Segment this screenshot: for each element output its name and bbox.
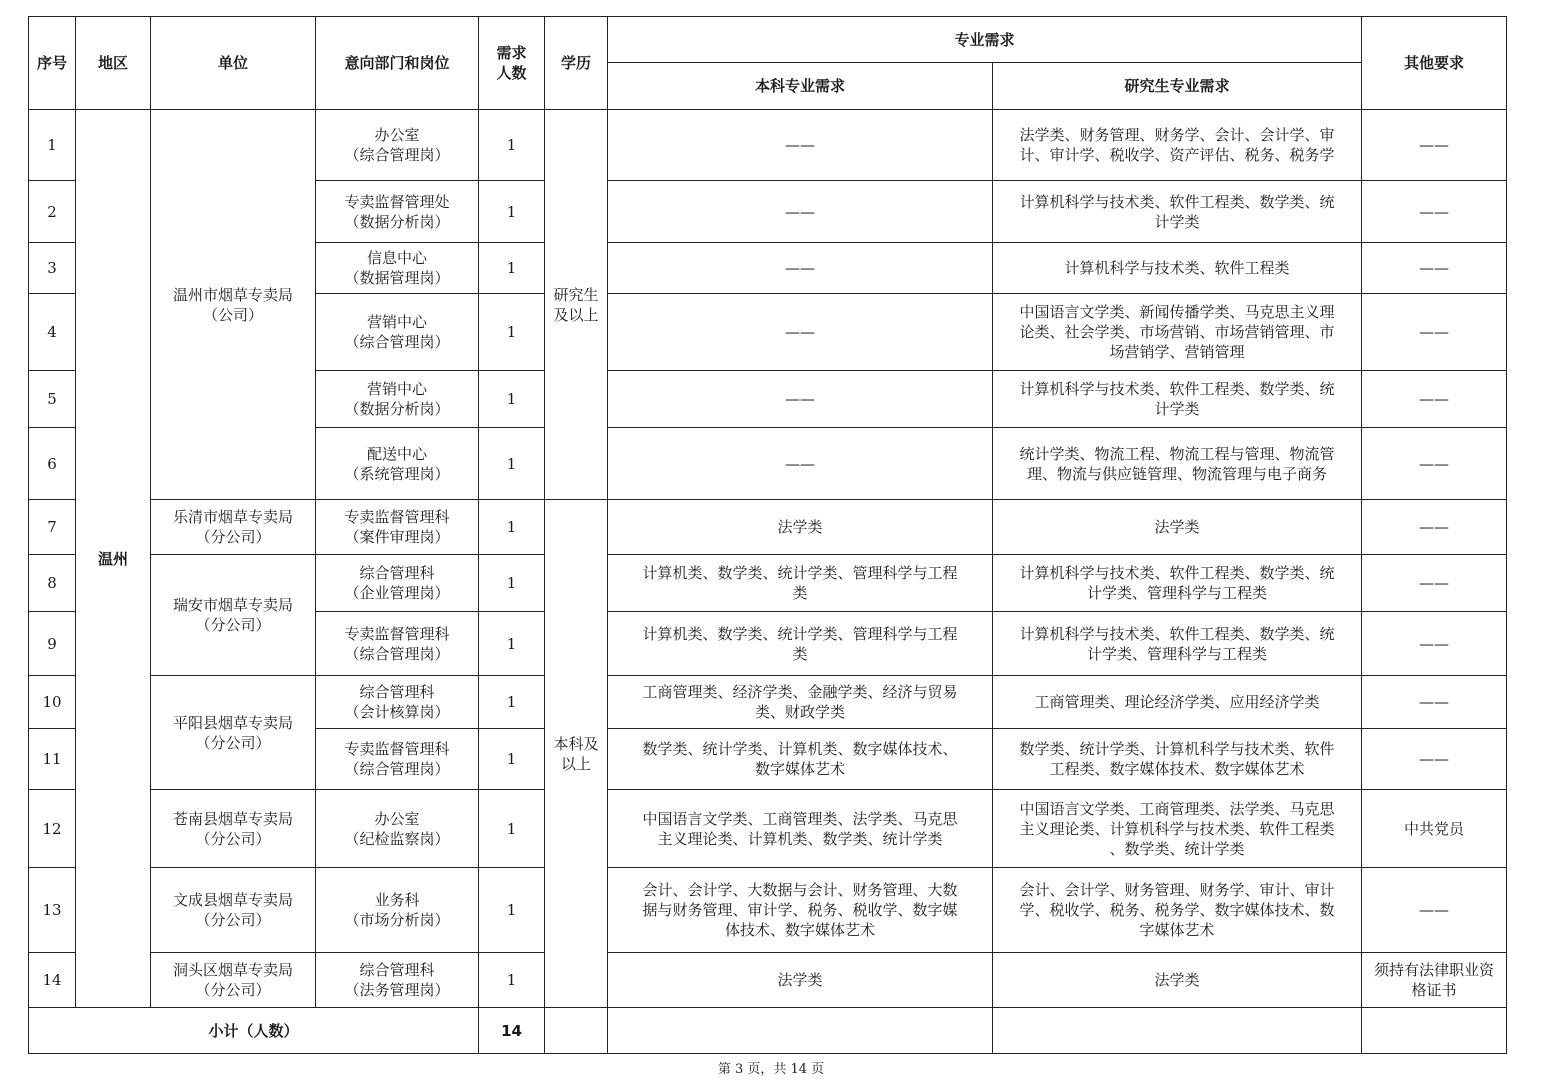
unit-cell: 乐清市烟草专卖局 （分公司） [151, 500, 316, 555]
grad-cell: 工商管理类、理论经济学类、应用经济学类 [993, 676, 1362, 729]
header-seq: 序号 [29, 17, 76, 110]
count-cell: 1 [479, 500, 545, 555]
undergrad-cell: —— [608, 371, 993, 428]
count-cell: 1 [479, 294, 545, 371]
other-cell: —— [1362, 243, 1507, 294]
dept-cell: 业务科 （市场分析岗） [316, 868, 479, 953]
other-cell: —— [1362, 294, 1507, 371]
seq-cell: 3 [29, 243, 76, 294]
count-cell: 1 [479, 181, 545, 243]
other-cell: —— [1362, 676, 1507, 729]
table-row [29, 868, 1507, 953]
undergrad-cell: 计算机类、数学类、统计学类、管理科学与工程 类 [608, 612, 993, 676]
undergrad-cell: 计算机类、数学类、统计学类、管理科学与工程 类 [608, 555, 993, 612]
edu-cell: 本科及 以上 [545, 500, 608, 1008]
grad-cell: 会计、会计学、财务管理、财务学、审计、审计 学、税收学、税务、税务学、数字媒体技术、数 字媒体艺术 [993, 868, 1362, 953]
count-cell: 1 [479, 243, 545, 294]
dept-cell: 专卖监督管理科 （综合管理岗） [316, 729, 479, 790]
other-cell: —— [1362, 110, 1507, 181]
undergrad-cell: —— [608, 110, 993, 181]
dept-cell: 专卖监督管理科 （综合管理岗） [316, 612, 479, 676]
other-cell: —— [1362, 500, 1507, 555]
other-cell: —— [1362, 612, 1507, 676]
other-cell: —— [1362, 181, 1507, 243]
unit-cell: 文成县烟草专卖局 （分公司） [151, 868, 316, 953]
dept-cell: 配送中心 （系统管理岗） [316, 428, 479, 500]
grad-cell: 计算机科学与技术类、软件工程类、数学类、统 计学类 [993, 371, 1362, 428]
region-cell: 温州 [76, 110, 151, 1008]
undergrad-cell: 数学类、统计学类、计算机类、数字媒体技术、 数字媒体艺术 [608, 729, 993, 790]
empty-cell [545, 1008, 608, 1054]
header-grad: 研究生专业需求 [993, 63, 1362, 110]
header-dept: 意向部门和岗位 [316, 17, 479, 110]
dept-cell: 专卖监督管理处 （数据分析岗） [316, 181, 479, 243]
other-cell: —— [1362, 428, 1507, 500]
other-cell: 须持有法律职业资 格证书 [1362, 953, 1507, 1008]
undergrad-cell: —— [608, 243, 993, 294]
recruitment-table [28, 16, 1507, 1054]
table-row [29, 110, 1507, 181]
count-cell: 1 [479, 729, 545, 790]
dept-cell: 专卖监督管理科 （案件审理岗） [316, 500, 479, 555]
grad-cell: 法学类 [993, 500, 1362, 555]
subtotal-row [29, 1008, 1507, 1054]
seq-cell: 1 [29, 110, 76, 181]
undergrad-cell: 法学类 [608, 500, 993, 555]
header-edu: 学历 [545, 17, 608, 110]
undergrad-cell: 工商管理类、经济学类、金融学类、经济与贸易 类、财政学类 [608, 676, 993, 729]
other-cell: —— [1362, 555, 1507, 612]
grad-cell: 计算机科学与技术类、软件工程类、数学类、统 计学类、管理科学与工程类 [993, 612, 1362, 676]
seq-cell: 8 [29, 555, 76, 612]
header-unit: 单位 [151, 17, 316, 110]
header-region: 地区 [76, 17, 151, 110]
grad-cell: 统计学类、物流工程、物流工程与管理、物流管 理、物流与供应链管理、物流管理与电子商务 [993, 428, 1362, 500]
grad-cell: 计算机科学与技术类、软件工程类、数学类、统 计学类 [993, 181, 1362, 243]
count-cell: 1 [479, 555, 545, 612]
subtotal-value: 14 [479, 1008, 545, 1054]
seq-cell: 9 [29, 612, 76, 676]
unit-cell: 平阳县烟草专卖局 （分公司） [151, 676, 316, 790]
count-cell: 1 [479, 868, 545, 953]
table-row [29, 555, 1507, 612]
header-other: 其他要求 [1362, 17, 1507, 110]
dept-cell: 办公室 （综合管理岗） [316, 110, 479, 181]
dept-cell: 营销中心 （综合管理岗） [316, 294, 479, 371]
unit-cell: 苍南县烟草专卖局 （分公司） [151, 790, 316, 868]
table-row [29, 953, 1507, 1008]
dept-cell: 综合管理科 （法务管理岗） [316, 953, 479, 1008]
count-cell: 1 [479, 428, 545, 500]
unit-cell: 温州市烟草专卖局 （公司） [151, 110, 316, 500]
table-row [29, 676, 1507, 729]
unit-cell: 洞头区烟草专卖局 （分公司） [151, 953, 316, 1008]
grad-cell: 法学类 [993, 953, 1362, 1008]
table-row [29, 500, 1507, 555]
dept-cell: 办公室 （纪检监察岗） [316, 790, 479, 868]
page-footer: 第 3 页，共 14 页 [717, 1062, 825, 1077]
seq-cell: 7 [29, 500, 76, 555]
grad-cell: 计算机科学与技术类、软件工程类 [993, 243, 1362, 294]
seq-cell: 6 [29, 428, 76, 500]
dept-cell: 综合管理科 （企业管理岗） [316, 555, 479, 612]
seq-cell: 2 [29, 181, 76, 243]
grad-cell: 法学类、财务管理、财务学、会计、会计学、审 计、审计学、税收学、资产评估、税务、税务学 [993, 110, 1362, 181]
other-cell: —— [1362, 868, 1507, 953]
undergrad-cell: —— [608, 181, 993, 243]
seq-cell: 10 [29, 676, 76, 729]
header-undergrad: 本科专业需求 [608, 63, 993, 110]
count-cell: 1 [479, 371, 545, 428]
subtotal-label: 小计（人数） [29, 1008, 479, 1054]
count-cell: 1 [479, 110, 545, 181]
count-cell: 1 [479, 612, 545, 676]
table-row [29, 790, 1507, 868]
dept-cell: 营销中心 （数据分析岗） [316, 371, 479, 428]
unit-cell: 瑞安市烟草专卖局 （分公司） [151, 555, 316, 676]
grad-cell: 中国语言文学类、工商管理类、法学类、马克思 主义理论类、计算机科学与技术类、软件工程类 、数学类、统计学类 [993, 790, 1362, 868]
empty-cell [993, 1008, 1362, 1054]
count-cell: 1 [479, 676, 545, 729]
header-major: 专业需求 [608, 17, 1362, 63]
other-cell: —— [1362, 729, 1507, 790]
dept-cell: 信息中心 （数据管理岗） [316, 243, 479, 294]
other-cell: 中共党员 [1362, 790, 1507, 868]
seq-cell: 5 [29, 371, 76, 428]
seq-cell: 12 [29, 790, 76, 868]
undergrad-cell: 会计、会计学、大数据与会计、财务管理、大数 据与财务管理、审计学、税务、税收学、数字媒 体技术、数字媒体艺术 [608, 868, 993, 953]
seq-cell: 11 [29, 729, 76, 790]
grad-cell: 数学类、统计学类、计算机科学与技术类、软件 工程类、数字媒体技术、数字媒体艺术 [993, 729, 1362, 790]
undergrad-cell: 中国语言文学类、工商管理类、法学类、马克思 主义理论类、计算机类、数学类、统计学类 [608, 790, 993, 868]
grad-cell: 中国语言文学类、新闻传播学类、马克思主义理 论类、社会学类、市场营销、市场营销管理、市 场营销学、营销管理 [993, 294, 1362, 371]
seq-cell: 13 [29, 868, 76, 953]
seq-cell: 14 [29, 953, 76, 1008]
empty-cell [1362, 1008, 1507, 1054]
grad-cell: 计算机科学与技术类、软件工程类、数学类、统 计学类、管理科学与工程类 [993, 555, 1362, 612]
empty-cell [608, 1008, 993, 1054]
count-cell: 1 [479, 953, 545, 1008]
edu-cell: 研究生 及以上 [545, 110, 608, 500]
seq-cell: 4 [29, 294, 76, 371]
dept-cell: 综合管理科 （会计核算岗） [316, 676, 479, 729]
undergrad-cell: 法学类 [608, 953, 993, 1008]
count-cell: 1 [479, 790, 545, 868]
undergrad-cell: —— [608, 294, 993, 371]
other-cell: —— [1362, 371, 1507, 428]
undergrad-cell: —— [608, 428, 993, 500]
header-count: 需求 人数 [479, 17, 545, 110]
